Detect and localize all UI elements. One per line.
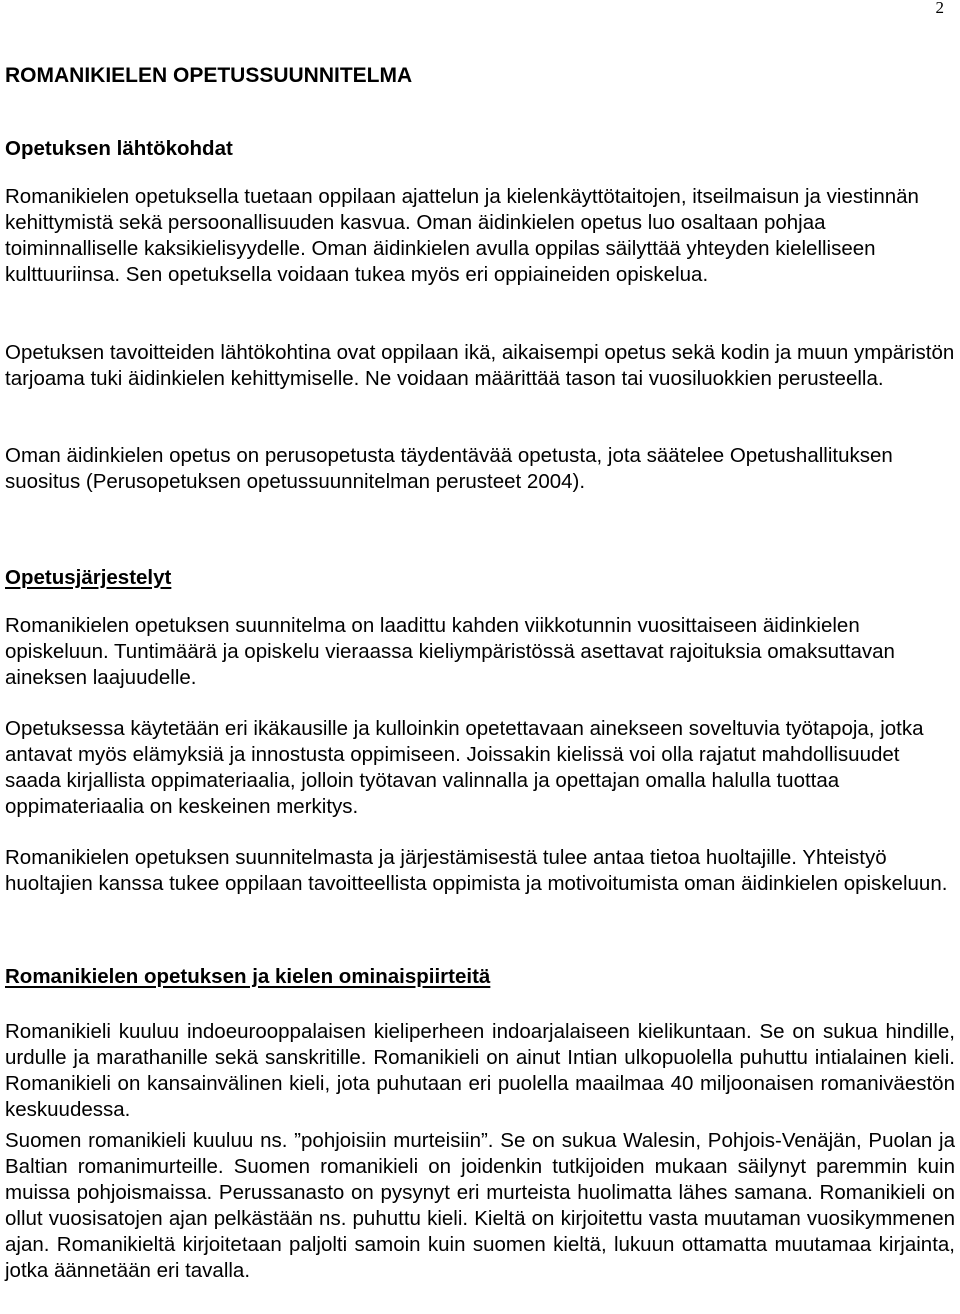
section-heading-lahtokohdat: Opetuksen lähtökohdat	[5, 137, 233, 160]
section-heading-ominaispiirteet: Romanikielen opetuksen ja kielen ominaispiirteitä	[5, 965, 491, 988]
paragraph: Opetuksessa käytetään eri ikäkausille ja kulloinkin opetettavaan ainekseen soveltuvia työtapoja, jotka antavat myös elämyksiä ja innostusta oppimiseen. Joissakin kielissä voi olla rajatut mahdollisuudet saada kirjallista oppimateriaalia, jolloin työtavan valinnalla ja opettajan omalla halulla tuottaa oppimateriaalia on keskeinen merkitys.	[5, 717, 924, 818]
paragraph: Romanikielen opetuksella tuetaan oppilaan ajattelun ja kielenkäyttötaitojen, itseilmaisun ja viestinnän kehittymistä sekä persoonallisuuden kasvua. Oman äidinkielen opetus luo osaltaan pohjaa toiminnalliselle kaksikielisyydelle. Oman äidinkielen avulla oppilas säilyttää yhteyden kielelliseen kulttuuriinsa. Sen opetuksella voidaan tukea myös eri oppiaineiden opiskelua.	[5, 185, 919, 286]
paragraph: Opetuksen tavoitteiden lähtökohtina ovat oppilaan ikä, aikaisempi opetus sekä kodin ja muun ympäristön tarjoama tuki äidinkielen kehittymiselle. Ne voidaan määrittää tason tai vuosiluokkien perusteella.	[5, 341, 955, 390]
paragraph: Suomen romanikieli kuuluu ns. ”pohjoisiin murteisiin”. Se on sukua Walesin, Pohjois-Venäjän, Puolan ja Baltian romanimurteille. Suomen romanikieli on joidenkin tutkijoiden mukaan säilynyt paremmin kuin muissa pohjoismaissa. Perussanasto on pysynyt eri murteista huolimatta lähes samana. Romanikieli on ollut vuosisatojen ajan pelkästään ns. puhuttu kieli. Kieltä on kirjoitettu vasta muutaman vuosikymmenen ajan. Romanikieltä kirjoitetaan paljolti samoin kuin suomen kieltä, lukuun ottamatta muutamaa kirjainta, jotka äännetään eri tavalla.	[5, 1129, 955, 1282]
paragraph: Romanikielen opetuksen suunnitelmasta ja järjestämisestä tulee antaa tietoa huoltajille. Yhteistyö huoltajien kanssa tukee oppilaan tavoitteellista oppimista ja motivoitumista oman äidinkielen opiskeluun.	[5, 846, 948, 895]
paragraph: Romanikielen opetuksen suunnitelma on laadittu kahden viikkotunnin vuosittaiseen äidinkielen opiskeluun. Tuntimäärä ja opiskelu vieraassa kieliympäristössä asettavat rajoituksia omaksuttavan aineksen laajuudelle.	[5, 614, 895, 689]
page-number: 2	[935, 0, 944, 17]
document-title: ROMANIKIELEN OPETUSSUUNNITELMA	[5, 64, 413, 87]
paragraph: Romanikieli kuuluu indoeurooppalaisen kieliperheen indoarjalaiseen kielikuntaan. Se on sukua hindille, urdulle ja marathanille sekä sanskritille. Romanikieli on ainut Intian ulkopuolella puhuttu intialainen kieli. Romanikieli on kansainvälinen kieli, jota puhutaan eri puolella maailmaa 40 miljoonaisen romaniväestön keskuudessa.	[5, 1020, 955, 1121]
section-heading-opetusjarjestelyt: Opetusjärjestelyt	[5, 566, 172, 589]
paragraph: Oman äidinkielen opetus on perusopetusta täydentävää opetusta, jota säätelee Opetushallituksen suositus (Perusopetuksen opetussuunnitelman perusteet 2004).	[5, 444, 893, 493]
